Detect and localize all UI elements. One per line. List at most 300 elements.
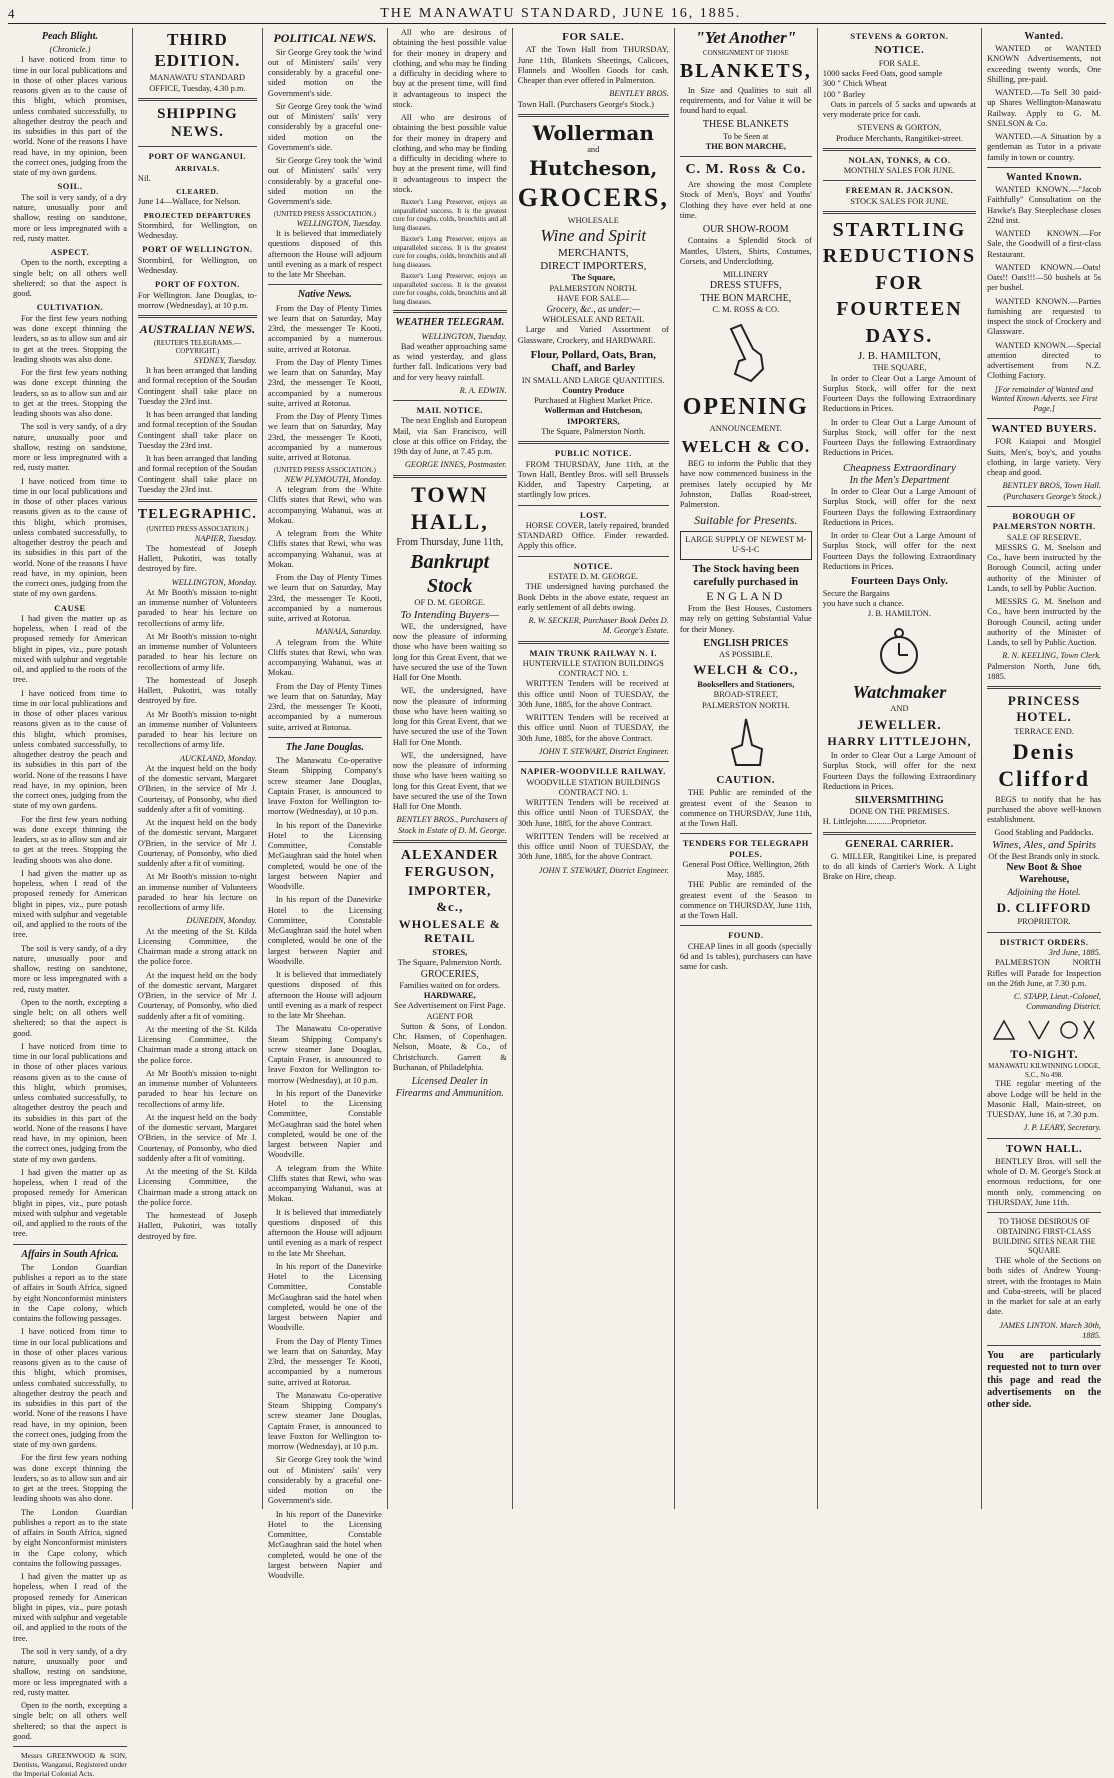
dateline: AUCKLAND, Monday. — [179, 753, 257, 763]
press-note: (UNITED PRESS ASSOCIATION.) — [273, 210, 376, 219]
newspaper-columns — [8, 28, 1106, 1778]
ad-line: STORES, — [432, 948, 468, 958]
newspaper-title: THE MANAWATU STANDARD, JUNE 16, 1885. — [380, 5, 742, 21]
news-paragraph: The homestead of Joseph Hallett, Pukotiri, was totally destroyed by fire. — [137, 675, 257, 706]
ad-heading: OPENING — [682, 393, 809, 420]
ad-paragraph: WE, the undersigned, have now the pleasure of informing those who have been waiting so long for this Great Event, that we have secured the use of the Town Hall for One Month. — [392, 686, 507, 747]
article-paragraph: I had given the matter up as hopeless, when I read of the proposed remedy for American blight in pipes, viz., pure potash mixed with sulphur and vegetable oil, and applied to the roots of the tree. — [13, 1572, 127, 1643]
port-heading: PORT OF WANGANUI. — [148, 150, 247, 161]
signature: BENTLEY BROS, Town Hall. (Purchasers George's Stock.) — [1002, 481, 1102, 501]
article-paragraph: The soil is very sandy, of a dry nature, unusually poor and shallow, resting on sandstone, more or less impregnated with a red, rusty matter. — [13, 943, 127, 994]
ad-line: WHOLESALE AND RETAIL — [542, 315, 645, 325]
ad-heading: DAYS. — [865, 324, 934, 347]
dateline: NAPIER, Tuesday. — [194, 533, 257, 543]
article-paragraph: For the first few years nothing was done except thinning the leaders, so as to allow sun and air to get at the trees. Stopping the leading shoots was also done. — [13, 313, 127, 364]
ad-line: Flour, Pollard, Oats, Bran, Chaff, and Barley — [530, 348, 656, 375]
ad-line: J. B. HAMILTON. — [867, 609, 931, 619]
ad-paragraph: WRITTEN Tenders will be received at this office until Noon of TUESDAY, the 30th June, 1885, for the above Contract. — [517, 831, 669, 862]
article-paragraph: Open to the north, excepting a single belt; on all others well sheltered; so that the aspect is good. — [13, 997, 127, 1038]
ad-heading: WANTED BUYERS. — [991, 422, 1097, 435]
ad-line: Booksellers and Stationers, — [697, 680, 795, 690]
news-paragraph: From the Day of Plenty Times we learn that on Saturday, May 23rd, the messenger Te Kooti, accompanied by a numerous suite, arrived at Rotorua. — [267, 412, 382, 463]
ad-line: PALMERSTON NORTH. — [702, 700, 790, 710]
divider — [138, 146, 257, 147]
ad-line: OUR SHOW-ROOM — [702, 224, 789, 236]
signature: BENTLEY BROS., Purchasers of Stock in Estate of D. M. George. — [396, 815, 507, 835]
ad-heading: STEVENS & GORTON. — [850, 31, 949, 41]
ad-paragraph: In order to Clear Out a Large Amount of Surplus Stock, will offer for the next Fourteen Days the following Extraordinary Reductions in Prices. — [822, 487, 977, 527]
town-hall-heading: TOWN HALL, — [410, 481, 489, 534]
ad-paragraph: THE whole of the Sections on both sides of Andrew Young-street, with the frontages to Main and Cuba-streets, will be placed in the market for sale at an early date. — [987, 1256, 1102, 1317]
news-paragraph: At Mr Booth's mission to-night an immense number of Volunteers paraded to hear his lecture on recollections of army life. — [137, 1068, 257, 1109]
news-paragraph: In his report of the Danevirke Hotel to the Licensing Committee, Constable McGaughran said the hotel when completed, would be one of the largest between Napier and Woodville. — [267, 1261, 382, 1333]
article-source: (Chronicle.) — [49, 45, 91, 55]
bankrupt-stock-heading: Bankrupt Stock — [410, 550, 490, 597]
ad-heading: Wanted Known. — [1006, 171, 1083, 183]
news-paragraph: Baxter's Lung Preserver, enjoys an unparalleled success. It is the greatest cure for coughs, colds, bronchitis and all lung diseases. — [392, 235, 507, 269]
ad-line: ESTATE D. M. GEORGE. — [548, 572, 639, 582]
ad-paragraph: WANTED KNOWN.—"Jacob Faithfully" Consultation on the Hawke's Bay Steeplechase closes 22nd inst. — [987, 185, 1102, 225]
ad-heading: Wollerman — [532, 120, 654, 145]
ad-line: Adjoining the Hotel. — [1007, 886, 1081, 897]
ad-line: CONSIGNMENT OF THOSE — [702, 48, 789, 57]
ad-paragraph: PALMERSTON NORTH Rifles will Parade for Inspection on the 26th June, at 7.30 p.m. — [987, 958, 1102, 988]
ad-paragraph: G. MILLER, Rangitikei Line, is prepared to do all kinds of Carrier's Work. A Light Brake on Hire, cheap. — [822, 851, 977, 882]
ad-line: AS POSSIBLE. — [719, 649, 773, 659]
ad-paragraph: FOR Kaiapoi and Mosgiel Suits, Men's, boy's, and youths clothing, in large variety. Very cheap and good. — [987, 437, 1102, 478]
news-paragraph: It has been arranged that landing and formal reception of the Soudan Contingent shall take place on Tuesday the 23rd inst. — [137, 366, 257, 406]
ad-line: The Square, — [571, 273, 616, 283]
ad-heading: BLANKETS, — [679, 60, 812, 83]
news-paragraph: Bad weather approaching same as wind yesterday, and glass further fall. Indications very bad and for very heavy rainfall. — [392, 341, 507, 382]
ad-line: To Intending Buyers— — [400, 608, 500, 621]
news-paragraph: A telegram from the White Cliffs states that Rewi, who was accompanying Wahanui, was at Mokau. — [267, 637, 382, 678]
ad-heading: LOST. — [579, 509, 607, 520]
article-paragraph: The soil is very sandy, of a dry nature, unusually poor and shallow, resting on sandstone, more or less impregnated with a red, rusty matter. — [13, 192, 127, 243]
ad-paragraph: WANTED.—To Sell 30 paid-up Shares Wellington-Manawatu Railway. Apply to G. M. SNELSON & Co. — [987, 88, 1102, 128]
news-paragraph: From the Day of Plenty Times we learn that on Saturday, May 23rd, the messenger Te Kooti, accompanied by a numerous suite, arrived at Rotorua. — [267, 1336, 382, 1387]
divider — [138, 98, 257, 101]
ad-line: The Square, Palmerston North. — [541, 426, 646, 436]
pocket-watch-icon — [874, 623, 924, 678]
ad-line: HUNTERVILLE STATION BUILDINGS CONTRACT NO. 1. — [522, 658, 664, 679]
ad-line: Produce Merchants, Rangitikei-street. — [835, 133, 963, 143]
column-3 — [263, 28, 388, 1581]
ad-line: AND — [890, 704, 909, 714]
ad-heading: WHOLESALE & RETAIL — [398, 916, 501, 946]
ad-heading: FOR SALE. — [562, 31, 625, 43]
divider — [13, 1244, 127, 1245]
ad-heading: WELCH & CO. — [681, 436, 811, 456]
dateline: NEW PLYMOUTH, Monday. — [284, 474, 382, 484]
divider — [268, 284, 382, 285]
mail-heading: MAIL NOTICE. — [416, 405, 483, 416]
ad-heading: PUBLIC NOTICE. — [554, 448, 632, 459]
ad-line: Palmerston North, June 6th, 1885. — [987, 661, 1102, 681]
shipping-heading: SHIPPING NEWS. — [157, 105, 238, 141]
ad-heading: Wine and Spirit — [540, 225, 647, 245]
divider — [13, 1746, 127, 1747]
ad-line: H. Littlejohn............Proprietor. — [822, 817, 927, 827]
ad-line: WHOLESALE — [567, 215, 619, 225]
ad-paragraph: AT the Town Hall from THURSDAY, June 11th, Blankets Sheetings, Calicoes, Flannels and Woollen Goods for cash. Cheaper than ever offered in Palmerston. — [517, 45, 669, 86]
divider — [987, 1345, 1101, 1346]
telegraphic-heading: TELEGRAPHIC. — [137, 507, 257, 522]
ad-line: C. M. ROSS & CO. — [712, 304, 780, 314]
article-paragraph: I have noticed from time to time in our local publications and in those of other places various reasons given as to the cause of this blight, which promises, unless combated successfully, to altogether destroy the peach and its subsidies in this part of the world. None of the reasons I have read have, in my opinion, been the correct ones, judging from the state of my own gardens. — [13, 1327, 127, 1450]
ad-line: Good Stabling and Paddocks. — [994, 828, 1094, 838]
ad-line: New Boot & Shoe Warehouse, — [1006, 862, 1082, 886]
article-paragraph: Open to the north, excepting a single belt; on all others well sheltered; so that the aspect is good. — [13, 1701, 127, 1741]
divider — [680, 925, 812, 926]
news-paragraph: Sir George Grey took the 'wind out of Ministers' sails' very considerably by a graceful one-sided motion on the Government's side. — [267, 47, 382, 98]
ad-line: Licensed Dealer in Firearms and Ammunition. — [395, 1076, 504, 1100]
signature: R. A. EDWIN. — [459, 385, 507, 395]
edition-heading: THIRD EDITION. — [154, 30, 241, 70]
ad-line: 300 " Chick Wheat — [822, 79, 887, 89]
ad-line: AGENT FOR — [426, 1011, 474, 1021]
article-paragraph: I have noticed from time to time in our local publications and in those of other places various reasons given as to the cause of this blight, which promises, unless combated successfully, to altogether destroy the peach and its subsidies in this part of the world. None of the reasons I have read have, in my opinion, been the correct ones, judging from the state of my own gardens. — [13, 688, 127, 811]
article-heading: Peach Blight. — [41, 31, 99, 42]
ad-paragraph: WE, the undersigned, have now the pleasure of informing those who have been waiting so long for this Great Event, that we have secured the use of the Town Hall for One Month. — [392, 750, 507, 812]
signature: J. P. LEARY, Secretary. — [1023, 1123, 1102, 1133]
divider — [138, 315, 257, 318]
ad-paragraph: THE Public are reminded of the greatest event of the Season to commence on THURSDAY, June 11th, at the Town Hall. — [679, 788, 812, 828]
ad-line: and — [587, 145, 600, 155]
dateline: WELLINGTON, Monday. — [171, 577, 257, 587]
divider — [987, 418, 1101, 419]
column-4 — [388, 28, 513, 1509]
ad-line: ENGLAND — [706, 589, 786, 604]
ad-line: PALMERSTON NORTH. — [549, 283, 637, 293]
section-heading: CULTIVATION. — [36, 302, 104, 313]
weather-heading: WEATHER TELEGRAM. — [395, 317, 505, 329]
ad-line: THE SQUARE, — [872, 363, 927, 373]
article-heading: Affairs in South Africa. — [21, 1248, 119, 1260]
news-paragraph: Baxter's Lung Preserver, enjoys an unparalleled success. It is the greatest cure for coughs, colds, bronchitis and all lung diseases. — [392, 272, 507, 306]
shipping-entry: For Wellington. Jane Douglas, to-morrow (Wednesday), at 10 p.m. — [137, 290, 257, 310]
article-paragraph: For the first few years nothing was done except thinning the leaders, so as to allow sun and air to get at the trees. Stopping the leading shoots was also done. — [13, 814, 127, 865]
signature: R. W. SECKER, Purchaser Book Debts D. M. George's Estate. — [528, 616, 669, 636]
news-paragraph: At the inquest held on the body of the domestic servant, Margaret O'Brien, in the service of Mr J. Courtenay, of Ponsonby, who died suddenly after a fit of vomiting. — [137, 818, 257, 869]
ad-line: STOCK SALES FOR JUNE. — [850, 196, 949, 206]
news-paragraph: Baxter's Lung Preserver, enjoys an unparalleled success. It is the greatest cure for coughs, colds, bronchitis and all lung diseases. — [392, 198, 507, 232]
ad-heading: TOWN HALL. — [1005, 1142, 1083, 1155]
article-paragraph: I have noticed from time to time in our local publications and in those of other places various reasons given as to the cause of this blight, which promises, unless combated successfully, to altogether destroy the peach and its subsidies in this part of the world. None of the reasons I have read have, in my opinion, been the correct ones, judging from the state of my own gardens. — [13, 55, 127, 178]
ad-heading: Wanted. — [1024, 31, 1064, 42]
ad-heading: Hutcheson, — [529, 155, 658, 180]
ad-line: TERRACE END. — [1014, 726, 1074, 736]
news-paragraph: It is believed that immediately questions disposed of this afternoon the House will adjourn until evening as a mark of respect to the late Mr Sheehan. — [267, 970, 382, 1021]
ad-line: Of the Best Brands only in stock. — [988, 852, 1100, 862]
ad-paragraph: In order to Clear Out a Large Amount of Surplus Stock, will offer for the next Fourteen Days the following Extraordinary Reductions in Prices. — [822, 531, 977, 571]
ad-line: Cheapness Extraordinary — [842, 461, 956, 474]
ad-paragraph: In Size and Qualities to suit all requirements, and for Value it will be found hard to equal. — [679, 85, 812, 116]
ad-line: BROAD-STREET, — [713, 690, 778, 700]
news-paragraph: All who are desirous of obtaining the best possible value for their money in drapery and clothing, and who may be finding a difficulty in deciding where to buy at the present time, will find it advantageous to inspect the stock. — [392, 113, 507, 194]
news-paragraph: At the inquest held on the body of the domestic servant, Margaret O'Brien, in the service of Mr J. Courtenay, of Ponsonby, who died suddenly after a fit of vomiting. — [137, 970, 257, 1021]
news-paragraph: In his report of the Danevirke Hotel to the Licensing Committee, Constable McGaughran said the hotel when completed, would be one of the largest between Napier and Woodville. — [267, 820, 382, 892]
ad-paragraph: MESSRS G. M. Snelson and Co., have been instructed by the Borough Council, acting under authority of the Minister of Lands, to sell by Public Auction. — [987, 597, 1102, 647]
ad-line: SALE OF RESERVE. — [1006, 532, 1082, 542]
ad-heading: DISTRICT ORDERS. — [999, 936, 1089, 947]
ad-line: Secure the Bargains — [822, 588, 890, 598]
ad-line: THE BON MARCHE, — [700, 292, 792, 304]
signature: BENTLEY BROS. — [609, 89, 669, 99]
ad-paragraph: THE undersigned having purchased the Book Debts in the above estate, request an early settlement of all debts owing. — [517, 582, 669, 612]
ad-paragraph: BEG to inform the Public that they have now commenced business in the premises lately occupied by Mr Johnston, Dallas Road-street, Palmerston. — [679, 459, 812, 510]
news-paragraph: At the meeting of the St. Kilda Licensing Committee, the Chairman made a strong attack on the police force. — [137, 926, 257, 967]
ad-line: 1000 sacks Feed Oats, good sample — [822, 69, 943, 79]
section-heading: ASPECT. — [50, 247, 90, 258]
ad-line: DONE ON THE PREMISES. — [849, 807, 950, 817]
ad-line: WOODVILLE STATION BUILDINGS CONTRACT NO. 1. — [526, 777, 661, 797]
news-paragraph: At Mr Booth's mission to-night an immense number of Volunteers paraded to hear his lecture on recollections of army life. — [137, 709, 257, 750]
ad-paragraph: From the Best Houses, Customers may rely on getting Substantial Value for their Money. — [679, 604, 812, 634]
dateline: WELLINGTON, Tuesday. — [296, 218, 382, 228]
music-box: LARGE SUPPLY OF NEWEST M-U-S-I-C — [680, 531, 812, 560]
article-paragraph: I have noticed from time to time in our local publications and in those of other places various reasons given as to the cause of this blight, which promises, unless combated successfully, to altogether destroy the peach and its subsidies in this part of the world. None of the reasons I have read have, in my opinion, been the correct ones, judging from the state of my own gardens. — [13, 476, 127, 599]
signature: R. N. KEELING, Town Clerk. — [1002, 651, 1102, 661]
news-paragraph: From the Day of Plenty Times we learn that on Saturday, May 23rd, the messenger Te Kooti, accompanied by a numerous suite, arrived at Rotorua. — [267, 303, 382, 354]
ad-line: DIRECT IMPORTERS, — [540, 260, 647, 273]
ad-line: GROCERIES, — [420, 968, 479, 980]
divider — [518, 441, 669, 444]
news-paragraph: A telegram from the White Cliffs states that Rewi, who was accompanying Wahanui, was at Mokau. — [267, 529, 382, 569]
ad-paragraph: MESSRS G. M. Snelson and Co., have been instructed by the Borough Council, acting under authority of the Minister of Lands, to sell by Public Auction. — [987, 542, 1102, 593]
column-8 — [982, 28, 1106, 1509]
ad-paragraph: Contains a Splendid Stock of Mantles, Ulsters, Shirts, Costumes, Corsets, and Underclothing. — [679, 236, 812, 266]
ad-line: Families waited on for orders. — [399, 980, 501, 990]
divider — [987, 686, 1101, 689]
advertisement-text: Messrs GREENWOOD & SON, Dentists, Wanganui, Registered under the Imperial Colonial Acts. — [13, 1751, 127, 1778]
shipping-entry: June 14—Wallace, for Nelson. — [137, 197, 241, 207]
news-paragraph: In his report of the Danevirke Hotel to the Licensing Committee, Constable McGaughran said the hotel when completed, would be one of the largest between Napier and Woodville. — [267, 1088, 382, 1160]
ad-line: HAVE FOR SALE— — [557, 293, 630, 303]
ad-line: To be Seen at — [723, 131, 769, 141]
ad-heading: NOLAN, TONKS, & CO. — [848, 154, 951, 165]
news-paragraph: At the inquest held on the body of the domestic servant, Margaret O'Brien, in the service of Mr J. Courtenay, of Ponsonby, who died suddenly after a fit of vomiting. — [137, 763, 257, 814]
ad-paragraph: WRITTEN Tenders will be received at this office until Noon of TUESDAY, the 30th June, 1885, for the above Contract. — [517, 713, 669, 743]
ad-line: STEVENS & GORTON, — [857, 123, 942, 133]
ad-line: The Square, Palmerston North. — [397, 958, 502, 968]
ad-heading: IMPORTER, &c., — [408, 883, 492, 914]
ad-line: Wollerman and Hutcheson, IMPORTERS, — [544, 406, 643, 426]
news-paragraph: The Manawatu Co-operative Steam Shipping Company's screw steamer Jane Douglas, Captain Fraser, is announced to leave Foxton for Wellington to-morrow (Wednesday), at 10 p.m. — [267, 1024, 382, 1085]
divider — [518, 761, 669, 762]
ad-heading: NAPIER-WOODVILLE RAILWAY. — [520, 766, 666, 777]
news-paragraph: It has been arranged that landing and formal reception of the Soudan Contingent shall take place on Tuesday the 23rd inst. — [137, 454, 257, 494]
jane-douglas-heading: The Jane Douglas. — [285, 741, 364, 753]
ad-paragraph: WANTED.—A Situation by a gentleman as Tutor in a private family in town or country. — [987, 132, 1102, 162]
subheading: CLEARED. — [176, 187, 219, 197]
press-note: (UNITED PRESS ASSOCIATION.) — [146, 525, 249, 534]
divider — [268, 737, 382, 738]
ad-line: Grocery, &c., as under:— — [546, 304, 641, 315]
port-heading: PORT OF WELLINGTON. — [142, 244, 253, 255]
ad-paragraph: BEGS to notify that he has purchased the above well-known establishment. — [987, 794, 1102, 825]
news-paragraph: It is believed that immediately questions disposed of this afternoon the House will adjourn until evening as a mark of respect to the late Mr Sheehan. — [267, 229, 382, 280]
news-paragraph: At the meeting of the St. Kilda Licensing Committee, the Chairman made a strong attack on the police force. — [137, 1024, 257, 1065]
ad-paragraph: BENTLEY Bros. will sell the whole of D. M. George's Stock at enormous reductions, for one month only, commencing on THURSDAY, June 11th. — [987, 1156, 1102, 1207]
news-paragraph: At the meeting of the St. Kilda Licensing Committee, the Chairman made a strong attack on the police force. — [137, 1167, 257, 1207]
news-paragraph: From the Day of Plenty Times we learn that on Saturday, May 23rd, the messenger Te Kooti, accompanied by a numerous suite, arrived at Rotorua. — [267, 681, 382, 732]
ad-heading: HARRY LITTLEJOHN, — [827, 734, 972, 749]
news-paragraph: The next English and European Mail, via San Francisco, will close at this office on Friday, the 19th day of June, at 7.45 p.m. — [392, 416, 507, 457]
political-news-heading: POLITICAL NEWS. — [273, 31, 377, 45]
ad-line: ENGLISH PRICES — [703, 637, 789, 649]
ad-paragraph: CHEAP lines in all goods (specially 6d and 1s tables), purchasers can have same for cash. — [679, 941, 812, 972]
ad-heading: C. M. Ross & Co. — [685, 162, 807, 178]
news-paragraph: At Mr Booth's mission to-night an immense number of Volunteers paraded to hear his lecture on recollections of army life. — [137, 631, 257, 672]
ad-heading: FOR — [875, 271, 924, 294]
masonic-emblem-icon — [989, 1017, 1099, 1043]
news-paragraph: All who are desirous of obtaining the best possible value for their money in drapery and clothing, and who may be finding a difficulty in deciding where to buy at the present time, will find it advantageous to inspect the stock. — [392, 28, 507, 109]
column-6 — [675, 28, 818, 1509]
ad-line: ANNOUNCEMENT. — [709, 424, 782, 434]
divider — [518, 114, 669, 117]
ad-heading: NOTICE. — [573, 560, 613, 571]
ad-line: In the Men's Department — [849, 475, 950, 486]
ad-paragraph: WRITTEN Tenders will be received at this office until Noon of TUESDAY, the 30th June, 1885, for the above Contract. — [517, 798, 669, 828]
ad-line: PROPRIETOR. — [1017, 917, 1071, 927]
article-paragraph: The soil is very sandy, of a dry nature, unusually poor and shallow, resting on sandstone, more or less impregnated with a red, rusty matter. — [13, 422, 127, 473]
ad-paragraph: THE Public are reminded of the greatest event of the Season to commence on THURSDAY, June 11th, at the Town Hall. — [679, 880, 812, 921]
divider — [987, 506, 1101, 507]
ad-paragraph: WE, the undersigned, have now the pleasure of informing those who have been waiting so long for this Great Event, that we have secured the use of the Town Hall for One Month. — [392, 621, 507, 683]
pointing-hand-icon — [711, 319, 781, 389]
ad-heading: REDUCTIONS — [822, 245, 977, 268]
shipping-entry: Stormbird, for Wellington, on Wednesday. — [137, 220, 257, 241]
divider — [823, 211, 976, 214]
news-paragraph: Sir George Grey took the 'wind out of Ministers' sails' very considerably by a graceful one-sided motion on the Government's side. — [267, 1455, 382, 1506]
ad-line: FOR SALE. — [878, 58, 921, 68]
article-paragraph: The London Guardian publishes a report as to the state of affairs in South Africa, signed by eight Nonconformist ministers in the Cape colony, which contains the following passages. — [13, 1262, 127, 1324]
column-5 — [513, 28, 675, 1509]
article-paragraph: The soil is very sandy, of a dry nature, unusually poor and shallow, resting on sandstone, more or less impregnated with a red, rusty matter. — [13, 1646, 127, 1697]
shipping-entry: Nil. — [137, 174, 151, 184]
ad-line: Purchased at Highest Market Price. — [534, 396, 653, 406]
ad-heading: PRINCESS HOTEL. — [1007, 693, 1081, 724]
ad-paragraph: WANTED KNOWN.—Parties furnishing are requested to inspect the stock of Crockery and Glassware. — [987, 296, 1102, 337]
divider — [518, 556, 669, 557]
article-paragraph: The London Guardian publishes a report as to the state of affairs in South Africa, signed by eight Nonconformist ministers in the Cape colony, which contains the following passages. — [13, 1507, 127, 1568]
news-paragraph: The Manawatu Co-operative Steam Shipping Company's screw steamer Jane Douglas, Captain Fraser, is announced to leave Foxton for Wellington to-morrow (Wednesday), at 10 p.m. — [267, 756, 382, 817]
divider — [823, 180, 976, 181]
ad-paragraph: WRITTEN Tenders will be received at this office until Noon of TUESDAY, the 30th June, 1885, for the above Contract. — [517, 679, 669, 709]
ad-heading: GENERAL CARRIER. — [845, 838, 954, 850]
dateline: WELLINGTON, Tuesday. — [421, 331, 507, 341]
press-note: (UNITED PRESS ASSOCIATION.) — [273, 466, 376, 475]
ad-paragraph: In order to Clear Out a Large Amount of Surplus Stock, will offer for the next Fourteen Days the following Extraordinary Reductions in Prices. — [822, 751, 977, 791]
article-paragraph: For the first few years nothing was done except thinning the leaders, so as to allow sun and air to get at the trees. Stopping the leading shoots was also done. — [13, 1453, 127, 1504]
signature: GEORGE INNES, Postmaster. — [404, 460, 507, 470]
news-paragraph: At the inquest held on the body of the domestic servant, Margaret O'Brien, in the service of Mr J. Courtenay, of Ponsonby, who died suddenly after a fit of vomiting. — [137, 1112, 257, 1163]
divider — [518, 505, 669, 506]
news-paragraph: From the Day of Plenty Times we learn that on Saturday, May 23rd, the messenger Te Kooti, accompanied by a numerous suite, arrived at Rotorua. — [267, 357, 382, 408]
ad-line: Fourteen Days Only. — [850, 575, 948, 588]
ad-heading: TENDERS FOR TELEGRAPH POLES. — [682, 838, 809, 859]
ad-heading: Denis Clifford — [998, 738, 1090, 791]
ad-paragraph: Are showing the most Complete Stock of Men's, Boys' and Youths' Clothing they have ever held at one time. — [679, 180, 812, 220]
ad-line: MONTHLY SALES FOR JUNE. — [843, 166, 956, 176]
ad-heading: MAIN TRUNK RAILWAY N. I. — [529, 647, 658, 658]
news-paragraph: In his report of the Danevirke Hotel to the Licensing Committee, Constable McGaughran said the hotel when completed, would be one of the largest between Napier and Woodville. — [267, 1509, 382, 1581]
edition-line: MANAWATU STANDARD OFFICE, Tuesday, 4.30 p.m. — [149, 73, 246, 93]
reuter-note: (REUTER'S TELEGRAMS.—COPYRIGHT.) — [153, 338, 241, 356]
ad-heading: TO-NIGHT. — [1010, 1046, 1078, 1061]
ad-paragraph: HORSE COVER, lately repaired, branded STANDARD Office. Finder rewarded. Apply this office. — [517, 520, 669, 551]
pointing-hand-icon — [716, 715, 776, 770]
ad-line: MERCHANTS, — [557, 246, 629, 259]
news-paragraph: A telegram from the White Cliffs states that Rewi, who was accompanying Wahanui, was at Mokau. — [267, 485, 382, 525]
divider — [987, 167, 1101, 168]
section-heading: SOIL. — [57, 181, 83, 192]
ad-paragraph: Large and Varied Assortment of Glassware, Crockery, and HARDWARE. — [517, 325, 669, 345]
ad-paragraph: WANTED KNOWN.—Special attention directed to advertisement from N.Z. Clothing Factory. — [987, 340, 1102, 381]
subheading: PROJECTED DEPARTURES — [143, 210, 252, 220]
news-paragraph: In his report of the Danevirke Hotel to the Licensing Committee, Constable McGaughran said the hotel when completed, would be one of the largest between Napier and Woodville. — [267, 895, 382, 966]
ad-heading: BOROUGH OF PALMERSTON NORTH. — [992, 510, 1096, 532]
ad-line: HARDWARE, — [423, 991, 476, 1001]
article-paragraph: I have noticed from time to time in our local publications and in those of other places various reasons given as to the cause of this blight, which promises, unless combated successfully, to altogether destroy the peach and its subsidies in this part of the world. None of the reasons I have read have, in my opinion, been the correct ones, judging from the state of my own gardens. — [13, 1041, 127, 1164]
ad-line: [For remainder of Wanted and Wanted Known Adverts. see First Page.] — [990, 384, 1098, 414]
divider — [987, 932, 1101, 933]
page-number: 4 — [8, 5, 16, 21]
article-paragraph: I had given the matter up as hopeless, when I read of the proposed remedy for American blight in pipes, viz., pure potash mixed with sulphur and vegetable oil, and applied to the roots of the tree. — [13, 1167, 127, 1239]
ad-line: IN SMALL AND LARGE QUANTITIES. — [521, 375, 665, 385]
native-news-heading: Native News. — [297, 289, 352, 301]
ad-heading: FREEMAN R. JACKSON. — [845, 185, 954, 196]
article-paragraph: I had given the matter up as hopeless, when I read of the proposed remedy for American blight in pipes, viz., pure potash mixed with sulphur and vegetable oil, and applied to the roots of the tree. — [13, 868, 127, 940]
ad-paragraph: THE regular meeting of the above Lodge will be held in the Masonic Hall, Main-street, on TUESDAY, June 16, at 7.30 p.m. — [987, 1079, 1102, 1120]
ad-line: THE BON MARCHE, — [705, 141, 786, 151]
divider — [138, 499, 257, 502]
closing-notice: You are particularly requested not to turn over this page and read the advertisements on the other side. — [987, 1350, 1102, 1410]
divider — [393, 475, 507, 478]
ad-line: Wines, Ales, and Spirits — [992, 838, 1097, 851]
ad-line: General Post Office, Wellington, 26th May, 1885. — [682, 859, 810, 880]
dateline: MANAIA, Saturday. — [315, 627, 382, 637]
ad-paragraph: FROM THURSDAY, June 11th, at the Town Hall, Bentley Bros. will sell Brussels Kidder, and Tapestry Carpeting, at startlingly low prices. — [517, 459, 669, 500]
news-paragraph: The homestead of Joseph Hallett, Pukotiri, was totally destroyed by fire. — [137, 543, 257, 574]
ad-line: Country Produce — [562, 385, 625, 395]
ad-heading: CAUTION. — [716, 773, 776, 786]
ad-heading: FOUND. — [728, 930, 764, 941]
divider — [393, 310, 507, 313]
signature: JOHN T. STEWART, District Engineer. — [538, 865, 669, 875]
ad-heading: WELCH & CO., — [693, 662, 799, 678]
ad-line: From Thursday, June 11th, — [396, 537, 504, 549]
ad-paragraph: In order to Clear Out a Large Amount of Surplus Stock, will offer for the next Fourteen Days the following Extraordinary Reductions in Prices. — [822, 417, 977, 458]
port-heading: PORT OF FOXTON. — [155, 279, 240, 290]
dateline: SYDNEY, Tuesday. — [194, 355, 257, 365]
news-paragraph: At Mr Booth's mission to-night an immense number of Volunteers paraded to hear his lecture on recollections of army life. — [137, 587, 257, 628]
ad-heading: Watchmaker — [852, 682, 947, 703]
signature: C. STAPP, Lieut.-Colonel, Commanding District. — [1013, 992, 1102, 1012]
ad-heading: ALEXANDER FERGUSON, — [400, 847, 499, 881]
ad-paragraph: Oats in parcels of 5 sacks and upwards at very moderate price for cash. — [822, 99, 977, 120]
news-paragraph: Sir George Grey took the 'wind out of Ministers' sails' very considerably by a graceful one-sided motion on the Government's side. — [267, 101, 382, 152]
news-paragraph: The Manawatu Co-operative Steam Shipping Company's screw steamer Jane Douglas, Captain Fraser, is announced to leave Foxton for Wellington to-morrow (Wednesday), at 10 p.m. — [267, 1390, 382, 1452]
ad-paragraph: WANTED KNOWN.—For Sale, the Goodwill of a first-class Restaurant. — [987, 229, 1102, 259]
ad-heading: GROCERS, — [517, 182, 669, 212]
divider — [680, 156, 812, 157]
ad-paragraph: In order to Clear Out a Large Amount of Surplus Stock, will offer for the next Fourteen Days the following Extraordinary Reductions in Prices. — [822, 373, 977, 414]
signature: JOHN T. STEWART, District Engineer. — [538, 746, 669, 756]
news-paragraph: A telegram from the White Cliffs states that Rewi, who was accompanying Wahanui, was at Mokau. — [267, 1163, 382, 1204]
divider — [823, 832, 976, 835]
